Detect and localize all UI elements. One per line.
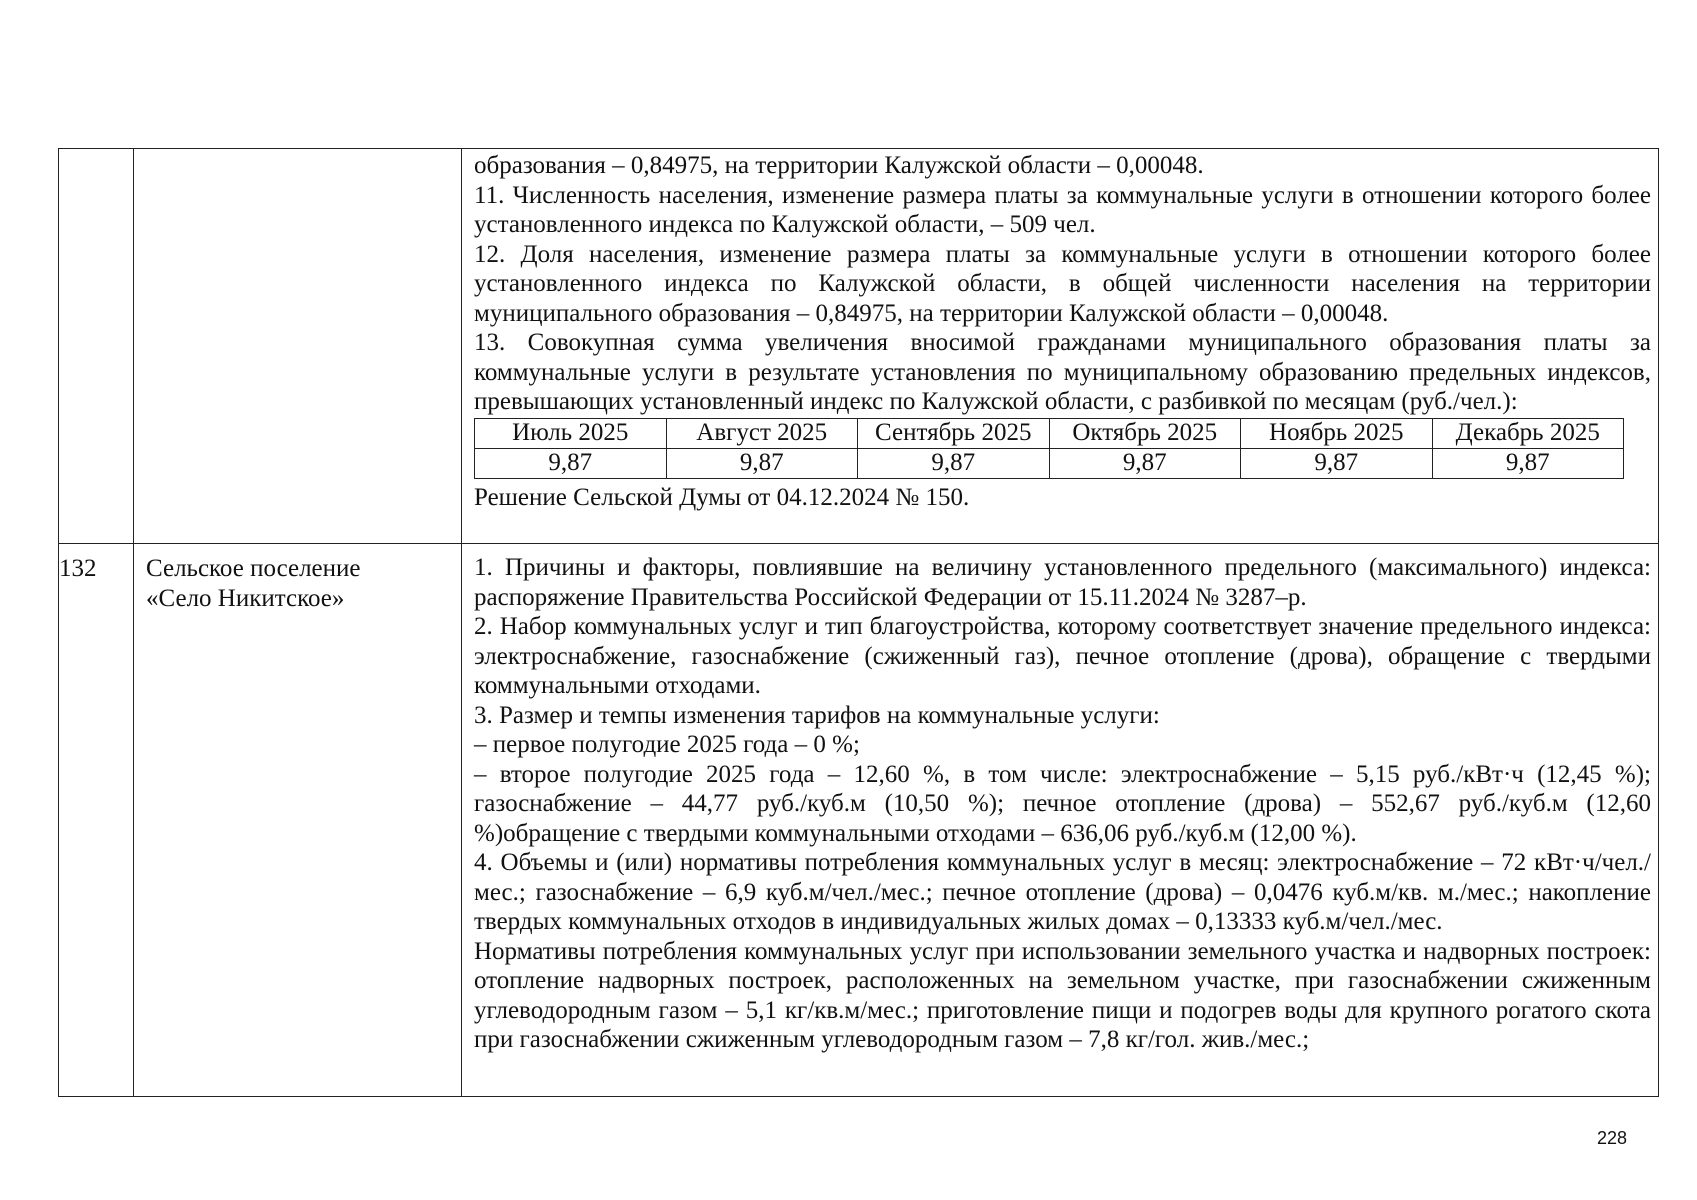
- month-header: Октябрь 2025: [1049, 418, 1241, 448]
- paragraph: – первое полугодие 2025 года – 0 %;: [474, 731, 860, 758]
- month-value: 9,87: [858, 448, 1050, 478]
- municipality-name-line: Сельское поселение: [146, 555, 361, 582]
- paragraph: Нормативы потребления коммунальных услуг при использовании земельного участка и надворных построек: отопление надворных построек, расположенных на земельном участке, при газоснабжении сжиженным углеводородным газом – 5,1 кг/кв.м/мес.; приготовление пищи и подогрев воды для крупного рогатого скота при газоснабжении сжиженным углеводородным газом – 7,8 кг/гол. жив./мес.;: [474, 937, 1651, 1053]
- document-table: [58, 148, 1659, 1097]
- month-value: 9,87: [475, 448, 667, 478]
- row-number-cell: [59, 149, 134, 544]
- municipality-name-cell: [134, 149, 462, 544]
- month-header: Ноябрь 2025: [1241, 418, 1433, 448]
- paragraph: 3. Размер и темпы изменения тарифов на коммунальные услуги:: [474, 701, 1160, 729]
- months-values-row: [475, 448, 1624, 478]
- page-number: 228: [1596, 1128, 1627, 1148]
- row-number-cell: 132: [59, 544, 134, 1097]
- municipality-name-cell: [134, 544, 462, 1097]
- paragraph: 13. Совокупная сумма увеличения вносимой гражданами муниципального образования платы за коммунальные услуги в результате установления по муниципальному образованию предельных индексов, превышающих установленный индекс по Калужской области, с разбивкой по месяцам (руб./чел.):: [474, 329, 1651, 415]
- paragraph: 11. Численность населения, изменение размера платы за коммунальные услуги в отношении которого более установленного индекса по Калужской области, – 509 чел.: [474, 181, 1651, 238]
- paragraph: 12. Доля населения, изменение размера платы за коммунальные услуги в отношении которого более установленного индекса по Калужской области, в общей численности населения на территории муниципального образования – 0,84975, на территории Калужской области – 0,00048.: [474, 240, 1651, 327]
- month-value: 9,87: [666, 448, 858, 478]
- paragraph: – второе полугодие 2025 года – 12,60 %, в том числе: электроснабжение – 5,15 руб./кВт·ч (12,45 %); газоснабжение – 44,77 руб./куб.м (10,50 %); печное отопление (дрова) – 552,67 руб./куб.м (12,60 %)обращение с твердыми коммунальными отходами – 636,06 руб./куб.м (12,00 %).: [474, 760, 1651, 847]
- month-header: Декабрь 2025: [1432, 418, 1624, 448]
- month-header: Сентябрь 2025: [858, 418, 1050, 448]
- paragraph: 1. Причины и факторы, повлиявшие на величину установленного предельного (максимального) индекса: распоряжение Правительства Российской Федерации от 15.11.2024 № 3287–р.: [474, 554, 1651, 611]
- months-header-row: [475, 418, 1624, 448]
- decision-reference: Решение Сельской Думы от 04.12.2024 № 150.: [474, 483, 970, 511]
- description-cell: [462, 149, 1659, 544]
- month-value: 9,87: [1241, 448, 1433, 478]
- municipality-name-line: «Село Никитское»: [146, 584, 345, 612]
- monthly-increase-table: [474, 418, 1624, 479]
- description-cell: [462, 544, 1659, 1097]
- paragraph: 2. Набор коммунальных услуг и тип благоустройства, которому соответствует значение предельного индекса: электроснабжение, газоснабжение (сжиженный газ), печное отопление (дрова), обращение с твердыми коммунальными отходами.: [474, 613, 1651, 699]
- table-row: [59, 544, 1659, 1097]
- month-header: Июль 2025: [475, 418, 667, 448]
- month-value: 9,87: [1432, 448, 1624, 478]
- paragraph: 4. Объемы и (или) нормативы потребления коммунальных услуг в месяц: электроснабжение – 72 кВт·ч/чел./мес.; газоснабжение – 6,9 куб.м/чел./мес.; печное отопление (дрова) – 0,0476 куб.м/кв. м./мес.; накопление твердых коммунальных отходов в индивидуальных жилых домах – 0,13333 куб.м/чел./мес.: [474, 849, 1651, 935]
- month-value: 9,87: [1049, 448, 1241, 478]
- paragraph: образования – 0,84975, на территории Калужской области – 0,00048.: [474, 152, 1204, 179]
- month-header: Август 2025: [666, 418, 858, 448]
- table-row: [59, 149, 1659, 544]
